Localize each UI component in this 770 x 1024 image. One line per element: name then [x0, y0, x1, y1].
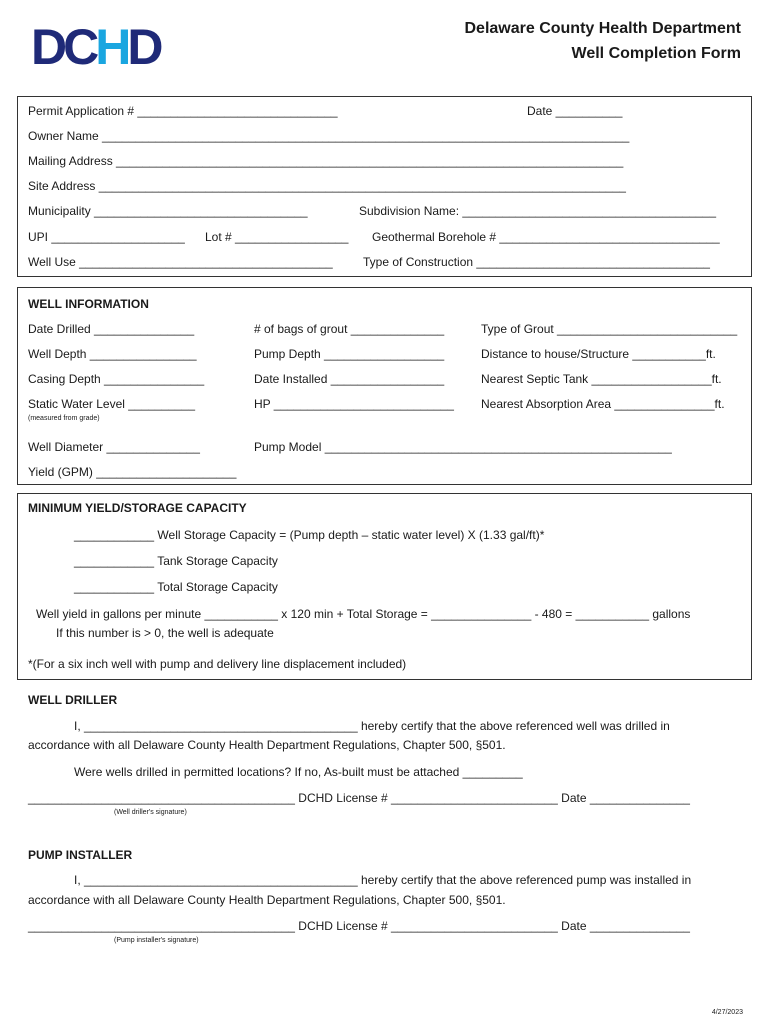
tank-storage-capacity-field[interactable]: ____________ Tank Storage Capacity: [74, 554, 278, 568]
driller-signature-caption: (Well driller's signature): [114, 809, 187, 816]
installer-certification-line[interactable]: I, _________________________________________ hereby certify that the above referenced pump was installed in: [74, 873, 692, 887]
date-installed-field[interactable]: Date Installed _________________: [254, 372, 445, 386]
well-information-box: [17, 287, 752, 485]
construction-type-field[interactable]: Type of Construction ___________________________________: [363, 255, 710, 269]
installer-signature-line[interactable]: ________________________________________ DCHD License # _________________________ Date _______________: [28, 919, 690, 933]
nearest-septic-field[interactable]: Nearest Septic Tank __________________ft.: [481, 372, 722, 386]
casing-depth-field[interactable]: Casing Depth _______________: [28, 372, 205, 386]
installer-certification-text: accordance with all Delaware County Health Department Regulations, Chapter 500, §501.: [28, 893, 506, 907]
lot-field[interactable]: Lot # _________________: [205, 230, 349, 244]
permit-application-field[interactable]: Permit Application # ______________________________: [28, 104, 338, 118]
pump-depth-field[interactable]: Pump Depth __________________: [254, 347, 445, 361]
municipality-field[interactable]: Municipality ________________________________: [28, 204, 308, 218]
hp-field[interactable]: HP ___________________________: [254, 397, 454, 411]
dchd-logo: [31, 19, 160, 75]
pump-model-field[interactable]: Pump Model ____________________________________________________: [254, 440, 672, 454]
form-heading-title: Well Completion Form: [571, 45, 741, 62]
driller-certification-line[interactable]: I, _________________________________________ hereby certify that the above referenced well was drilled in: [74, 719, 670, 733]
revision-date: 4/27/2023: [711, 1009, 743, 1016]
geothermal-borehole-field[interactable]: Geothermal Borehole # _________________________________: [372, 230, 720, 244]
adequacy-note: If this number is > 0, the well is adequate: [56, 626, 274, 640]
upi-field[interactable]: UPI ____________________: [28, 230, 185, 244]
well-driller-title: WELL DRILLER: [28, 693, 118, 707]
static-water-level-field[interactable]: Static Water Level __________: [28, 397, 195, 411]
well-information-title: WELL INFORMATION: [28, 297, 149, 311]
well-diameter-field[interactable]: Well Diameter ______________: [28, 440, 200, 454]
well-storage-capacity-field[interactable]: ____________ Well Storage Capacity = (Pump depth – static water level) X (1.33 gal/ft)*: [74, 528, 545, 542]
measured-from-grade-note: (measured from grade): [28, 415, 100, 422]
date-drilled-field[interactable]: Date Drilled _______________: [28, 322, 195, 336]
distance-house-field[interactable]: Distance to house/Structure ___________ft.: [481, 347, 716, 361]
well-use-field[interactable]: Well Use ______________________________________: [28, 255, 333, 269]
yield-formula-field[interactable]: Well yield in gallons per minute ___________ x 120 min + Total Storage = _______________ - 480 = ___________ gallons: [36, 607, 691, 621]
owner-name-field[interactable]: Owner Name _______________________________________________________________________________: [28, 129, 630, 143]
form-heading-department: Delaware County Health Department: [464, 20, 741, 37]
installer-signature-caption: (Pump installer's signature): [114, 937, 199, 944]
logo-text: DCHD: [31, 19, 160, 75]
displacement-footnote: *(For a six inch well with pump and delivery line displacement included): [28, 657, 407, 671]
pump-installer-title: PUMP INSTALLER: [28, 848, 133, 862]
nearest-absorption-field[interactable]: Nearest Absorption Area _______________ft.: [481, 397, 725, 411]
bags-grout-field[interactable]: # of bags of grout ______________: [254, 322, 445, 336]
subdivision-field[interactable]: Subdivision Name: ______________________________________: [359, 204, 716, 218]
total-storage-capacity-field[interactable]: ____________ Total Storage Capacity: [74, 580, 278, 594]
site-address-field[interactable]: Site Address _______________________________________________________________________________: [28, 179, 626, 193]
yield-gpm-field[interactable]: Yield (GPM) _____________________: [28, 465, 237, 479]
driller-certification-text: accordance with all Delaware County Health Department Regulations, Chapter 500, §501.: [28, 738, 506, 752]
permitted-locations-field[interactable]: Were wells drilled in permitted locations? If no, As-built must be attached _________: [74, 765, 523, 779]
well-depth-field[interactable]: Well Depth ________________: [28, 347, 197, 361]
minimum-yield-title: MINIMUM YIELD/STORAGE CAPACITY: [28, 501, 247, 515]
type-grout-field[interactable]: Type of Grout ___________________________: [481, 322, 738, 336]
driller-signature-line[interactable]: ________________________________________ DCHD License # _________________________ Date _______________: [28, 791, 690, 805]
date-field[interactable]: Date __________: [527, 104, 623, 118]
mailing-address-field[interactable]: Mailing Address ____________________________________________________________________________: [28, 154, 624, 168]
